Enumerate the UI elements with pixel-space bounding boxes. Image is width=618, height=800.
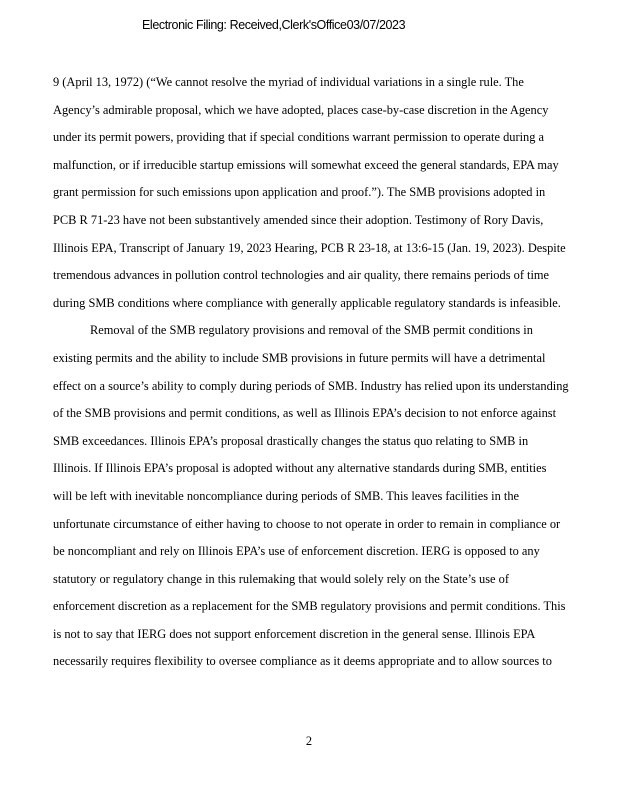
text-line: under its permit powers, providing that if special conditions warrant permission to operate during a <box>53 130 545 145</box>
text-line: statutory or regulatory change in this rulemaking that would solely rely on the State’s use of <box>53 571 509 586</box>
text-line: effect on a source’s ability to comply during periods of SMB. Industry has relied upon its understanding <box>53 378 569 393</box>
page-number: 2 <box>305 734 313 748</box>
text-line: is not to say that IERG does not support enforcement discretion in the general sense. Illinois EPA <box>53 626 536 641</box>
text-line: SMB exceedances. Illinois EPA’s proposal drastically changes the status quo relating to SMB in <box>53 433 529 448</box>
text-line: will be left with inevitable noncompliance during periods of SMB. This leaves facilities in the <box>53 488 520 503</box>
paragraph-start-line: Removal of the SMB regulatory provisions and removal of the SMB permit conditions in <box>90 323 533 338</box>
electronic-filing-stamp: Electronic Filing: Received,Clerk'sOffice03/07/2023 <box>142 18 406 32</box>
text-line: tremendous advances in pollution control technologies and air quality, there remains periods of time <box>53 268 550 283</box>
text-line: Illinois. If Illinois EPA’s proposal is adopted without any alternative standards during SMB, entities <box>53 461 547 476</box>
text-line: PCB R 71-23 have not been substantively amended since their adoption. Testimony of Rory Davis, <box>53 212 544 227</box>
text-line: Illinois EPA, Transcript of January 19, 2023 Hearing, PCB R 23-18, at 13:6-15 (Jan. 19, 2023). Despite <box>53 240 566 255</box>
text-line: grant permission for such emissions upon application and proof.”). The SMB provisions adopted in <box>53 185 546 200</box>
document-body <box>53 69 569 676</box>
text-line: necessarily requires flexibility to oversee compliance as it deems appropriate and to allow sources to <box>53 654 552 669</box>
text-line: during SMB conditions where compliance with generally applicable regulatory standards is infeasible. <box>53 295 561 310</box>
text-line: unfortunate circumstance of either having to choose to not operate in order to remain in compliance or <box>53 516 561 531</box>
text-line: be noncompliant and rely on Illinois EPA’s use of enforcement discretion. IERG is opposed to any <box>53 544 540 559</box>
text-line: enforcement discretion as a replacement for the SMB regulatory provisions and permit conditions. This <box>53 599 566 614</box>
text-line: Agency’s admirable proposal, which we have adopted, places case-by-case discretion in the Agency <box>53 102 549 117</box>
text-line: 9 (April 13, 1972) (“We cannot resolve the myriad of individual variations in a single rule. The <box>53 75 524 89</box>
text-line: malfunction, or if irreducible startup emissions will somewhat exceed the general standards, EPA may <box>53 157 559 172</box>
text-line: of the SMB provisions and permit conditions, as well as Illinois EPA’s decision to not enforce against <box>53 406 557 421</box>
text-line: existing permits and the ability to include SMB provisions in future permits will have a detrimental <box>53 350 546 365</box>
